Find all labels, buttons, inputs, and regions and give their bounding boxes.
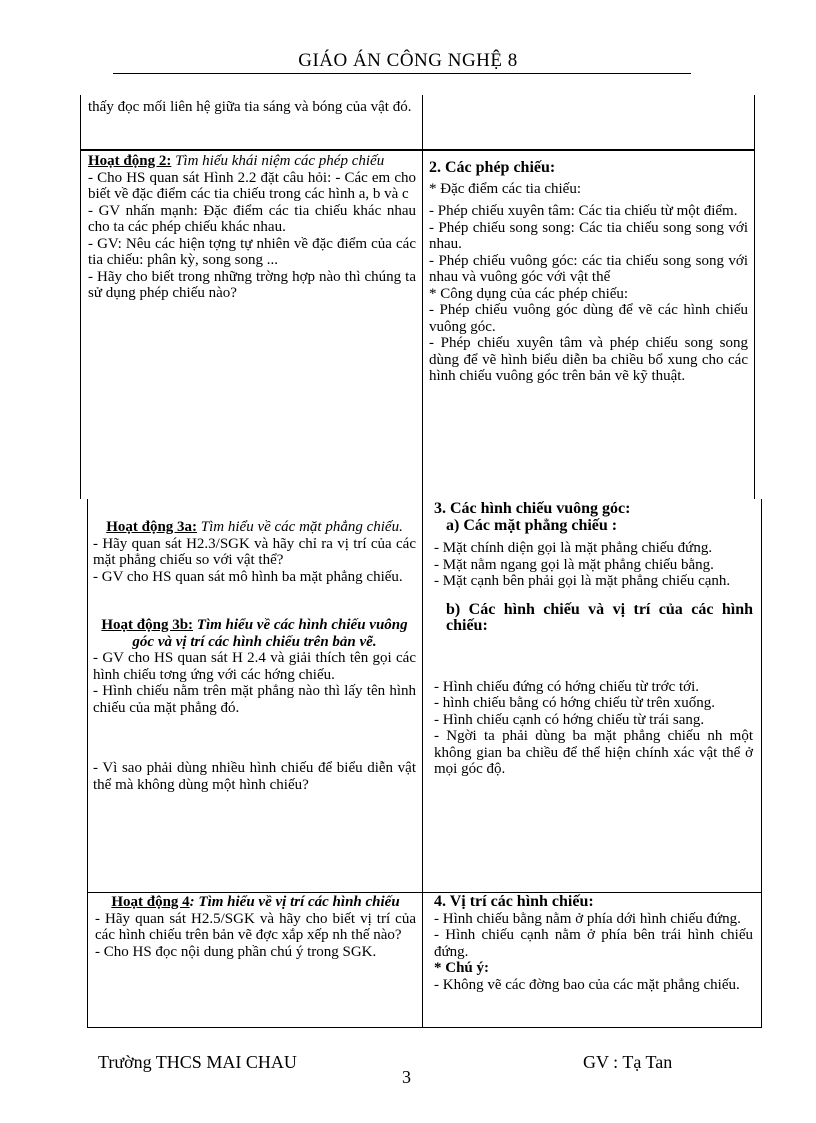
section-2-line: - Phép chiếu xuyên tâm và phép chiếu song song dùng để vẽ hình biểu diễn ba chiều bổ xung cho các hình chiếu vuông góc trên bản vẽ kỹ thuật.: [429, 335, 748, 384]
section-3a-line: - Mặt cạnh bên phải gọi là mặt phẳng chiếu cạnh.: [434, 573, 731, 589]
section-3b-subtitle: b) Các hình chiếu và vị trí của các hình chiếu:: [446, 600, 753, 634]
activity-3b-heading: [93, 617, 416, 650]
note-line: - Không vẽ các đờng bao của các mặt phẳng chiếu.: [434, 976, 740, 993]
section-2-line: - Phép chiếu vuông góc dùng để vẽ các hình chiếu vuông góc.: [429, 302, 748, 335]
section-4-title: 4. Vị trí các hình chiếu:: [434, 893, 594, 910]
section-3a-line: - Mặt chính diện gọi là mặt phẳng chiếu đứng.: [434, 540, 713, 556]
activity-4-title: : Tìm hiểu về vị trí các hình chiếu: [189, 894, 400, 910]
activity-4-heading: [95, 894, 416, 911]
activity-4-line: - Hãy quan sát H2.5/SGK và hãy cho biết vị trí của các hình chiếu trên bản vẽ đợc xắp xếp nh thế nào?: [95, 910, 416, 943]
activity-3b-title: Tìm hiểu về các hình chiếu vuông góc và vị trí các hình chiếu trên bản vẽ.: [132, 617, 408, 650]
activity-2-line: - GV nhấn mạnh: Đặc điểm các tia chiếu khác nhau cho ta các phép chiếu khác nhau.: [88, 202, 416, 235]
note-title: * Chú ý:: [434, 960, 490, 976]
section-3-title: 3. Các hình chiếu vuông góc:: [434, 500, 631, 517]
page-header-title: GIÁO ÁN CÔNG NGHỆ 8: [298, 50, 518, 71]
section-2-title: 2. Các phép chiếu:: [429, 159, 556, 176]
footer-school-name: Trường THCS MAI CHAU: [98, 1052, 297, 1072]
activity-3a-heading: [93, 519, 416, 536]
section-2-line: - Phép chiếu xuyên tâm: Các tia chiếu từ một điểm.: [429, 203, 738, 219]
activity-3b-label: Hoạt động 3b:: [101, 617, 194, 633]
activity-3a-title: Tìm hiểu về các mặt phẳng chiếu.: [197, 519, 403, 535]
section-3b-line: - hình chiếu bằng có hớng chiếu từ trên xuống.: [434, 695, 715, 711]
footer-teacher-name: GV : Tạ Tan: [583, 1052, 673, 1072]
row0-left-cell: [80, 95, 423, 150]
activity-3a-line: - Hãy quan sát H2.3/SGK và hãy chỉ ra vị trí của các mặt phẳng chiếu so với vật thể?: [93, 535, 416, 568]
activity-2-line: - Hãy cho biết trong những trờng hợp nào thì chúng ta sử dụng phép chiếu nào?: [88, 268, 416, 301]
row2-left-cell: [87, 499, 423, 893]
activity-2-line: - Cho HS quan sát Hình 2.2 đặt câu hỏi: - Các em cho biết về đặc điểm các tia chiếu trong các hình a, b và c: [88, 169, 416, 202]
activity-2-heading: [88, 153, 416, 170]
activity-3b-line: - Hình chiếu nằm trên mặt phẳng nào thì lấy tên hình chiếu của mặt phẳng đó.: [93, 683, 416, 716]
section-2-line: * Công dụng của các phép chiếu:: [429, 285, 629, 302]
section-3a-line: - Mặt nằm ngang gọi là mặt phẳng chiếu bằng.: [434, 556, 714, 573]
activity-3a-line: - GV cho HS quan sát mô hình ba mặt phẳng chiếu.: [93, 568, 403, 585]
row3-right-cell: [422, 892, 762, 1028]
section-2-line: - Phép chiếu vuông góc: các tia chiếu song song với nhau và vuông góc với vật thể: [429, 252, 748, 285]
footer-page-number: 3: [402, 1067, 411, 1087]
row2-right-cell: [422, 499, 762, 893]
activity-2-line: - GV: Nêu các hiện tợng tự nhiên về đặc điểm của các tia chiếu: phân kỳ, song song ...: [88, 235, 416, 268]
activity-2-label: Hoạt động 2:: [88, 153, 172, 169]
row1-right-cell: [422, 149, 755, 499]
row0-right-cell: [422, 95, 755, 150]
activity-3b-question: - Vì sao phải dùng nhiều hình chiếu để biểu diễn vật thể mà không dùng một hình chiếu?: [93, 760, 416, 793]
activity-4-line: - Cho HS đọc nội dung phần chú ý trong SGK.: [95, 943, 377, 960]
section-4-line: - Hình chiếu bằng nằm ở phía dới hình chiếu đứng.: [434, 910, 741, 927]
row3-left-cell: [87, 892, 423, 1028]
row0-left-text: thấy đọc mối liên hệ giữa tia sáng và bóng của vật đó.: [88, 99, 412, 115]
section-3b-line: - Ngời ta phải dùng ba mặt phẳng chiếu nh một không gian ba chiều để thể hiện chính xác vật thể ở mọi góc độ.: [434, 728, 753, 777]
activity-3b-line: - GV cho HS quan sát H 2.4 và giải thích tên gọi các hình chiếu tơng ứng với các hớng chiếu.: [93, 650, 416, 683]
section-2-line: * Đặc điểm các tia chiếu:: [429, 180, 582, 197]
activity-2-title: Tìm hiểu khái niệm các phép chiếu: [171, 153, 385, 169]
section-3b-line: - Hình chiếu đứng có hớng chiếu từ trớc tới.: [434, 678, 699, 695]
section-4-line: - Hình chiếu cạnh nằm ở phía bên trái hình chiếu đứng.: [434, 927, 753, 960]
activity-3a-label: Hoạt động 3a:: [106, 519, 198, 535]
row1-left-cell: [80, 149, 423, 499]
section-3b-line: - Hình chiếu cạnh có hớng chiếu từ trái sang.: [434, 711, 705, 728]
section-2-line: - Phép chiếu song song: Các tia chiếu song song với nhau.: [429, 219, 748, 252]
activity-4-label: Hoạt động 4: [111, 894, 190, 910]
section-3a-subtitle: a) Các mặt phẳng chiếu :: [446, 516, 618, 534]
header-divider: [113, 73, 691, 74]
